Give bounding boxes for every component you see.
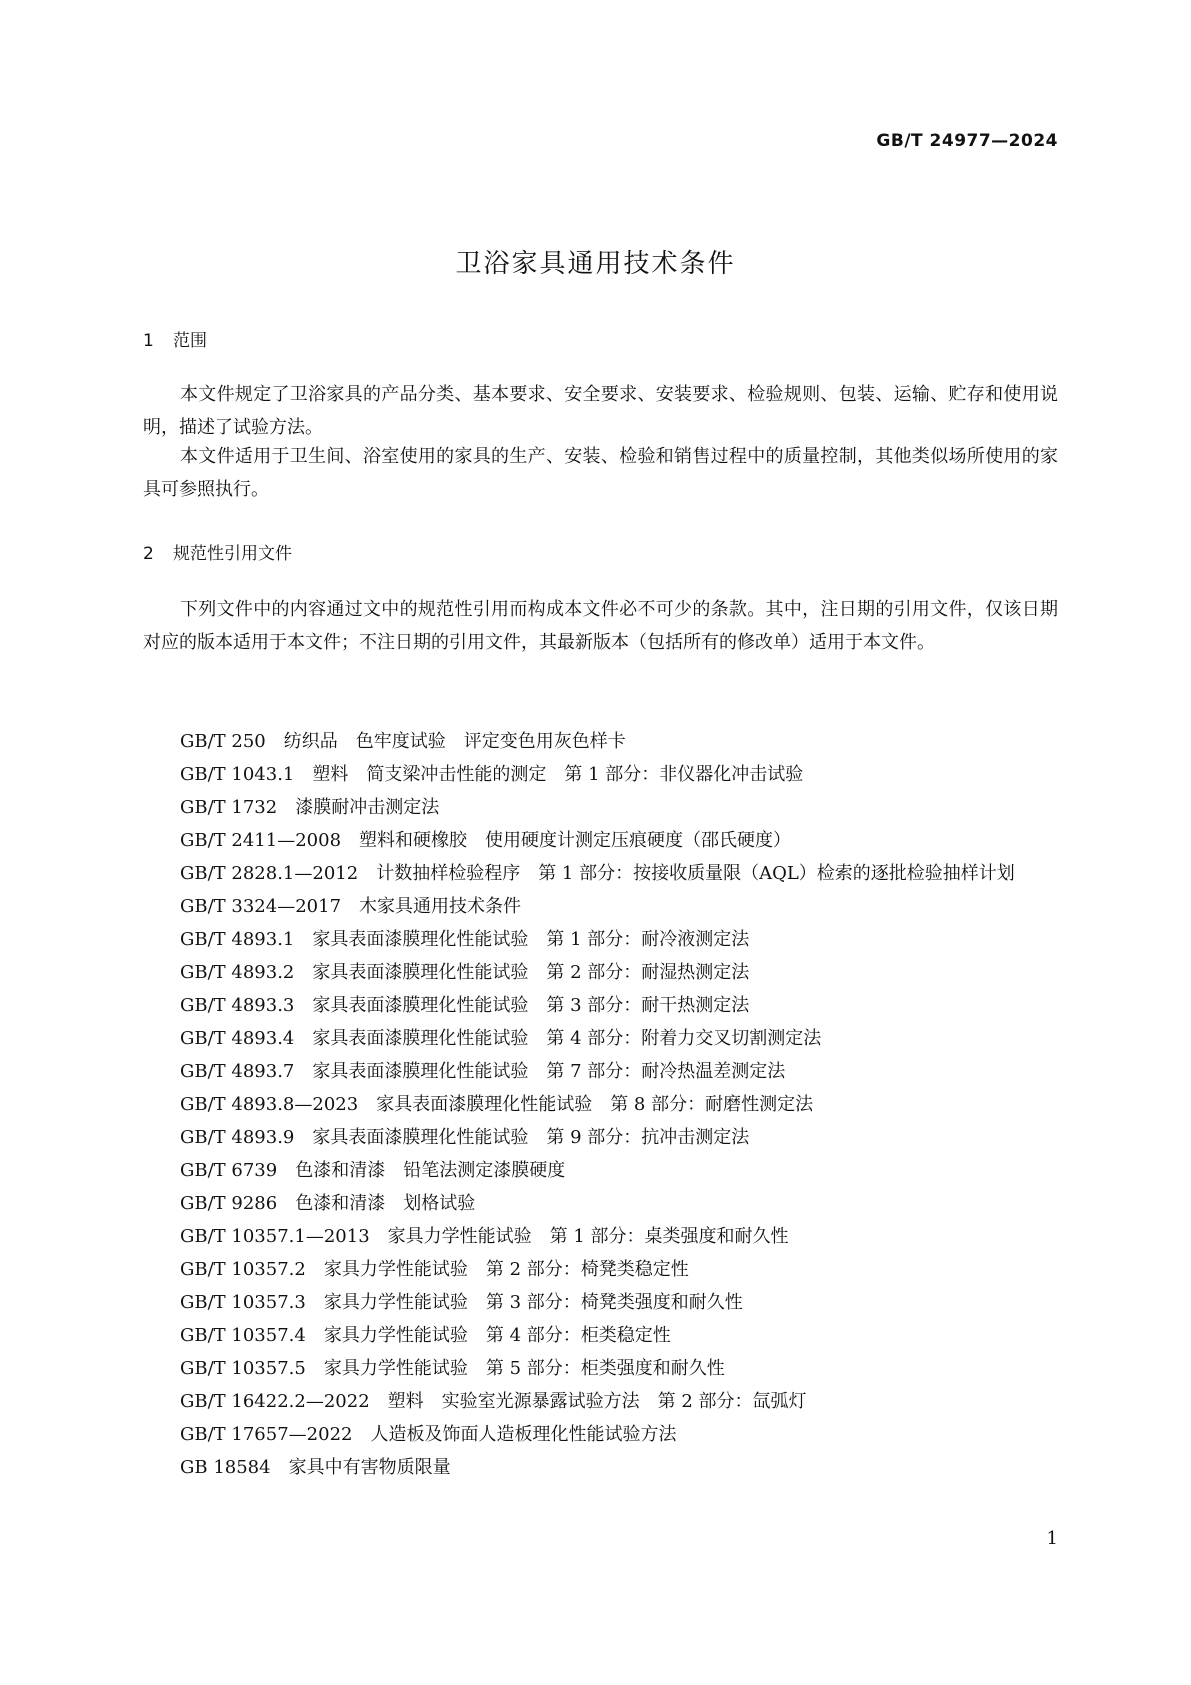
reference-item: [143, 890, 1058, 923]
reference-title: 漆膜耐冲击测定法: [295, 797, 440, 818]
reference-code: GB/T 4893.1: [180, 929, 295, 950]
reference-code: GB/T 10357.1—2013: [180, 1226, 370, 1247]
reference-title: 家具力学性能试验 第 4 部分：柜类稳定性: [323, 1325, 671, 1346]
reference-title: 家具表面漆膜理化性能试验 第 9 部分：抗冲击测定法: [312, 1127, 750, 1148]
references-intro-paragraph: 下列文件中的内容通过文中的规范性引用而构成本文件必不可少的条款。其中，注日期的引用文件，仅该日期对应的版本适用于本文件；不注日期的引用文件，其最新版本（包括所有的修改单）适用于本文件。: [143, 599, 1058, 653]
reference-item: [143, 1451, 1058, 1484]
reference-code: GB/T 4893.4: [180, 1028, 295, 1049]
reference-code: GB/T 10357.3: [180, 1292, 306, 1313]
section-heading-scope: [143, 326, 207, 351]
reference-list: [143, 725, 1058, 1484]
reference-code: GB/T 6739: [180, 1160, 278, 1181]
reference-title: 家具力学性能试验 第 2 部分：椅凳类稳定性: [323, 1259, 689, 1280]
reference-item: [143, 725, 1058, 758]
scope-paragraph-2: 本文件适用于卫生间、浴室使用的家具的生产、安装、检验和销售过程中的质量控制，其他类似场所使用的家具可参照执行。: [143, 446, 1058, 500]
reference-title: 家具表面漆膜理化性能试验 第 1 部分：耐冷液测定法: [312, 929, 750, 950]
reference-code: GB/T 1043.1: [180, 764, 295, 785]
reference-title: 塑料 实验室光源暴露试验方法 第 2 部分：氙弧灯: [387, 1391, 807, 1412]
reference-code: GB/T 9286: [180, 1193, 278, 1214]
reference-title: 家具表面漆膜理化性能试验 第 7 部分：耐冷热温差测定法: [312, 1061, 786, 1082]
reference-title: 家具表面漆膜理化性能试验 第 2 部分：耐湿热测定法: [312, 962, 750, 983]
scope-paragraph-1: 本文件规定了卫浴家具的产品分类、基本要求、安全要求、安装要求、检验规则、包装、运输、贮存和使用说明，描述了试验方法。: [143, 384, 1058, 438]
standard-code: GB/T 24977—2024: [876, 131, 1058, 151]
reference-item: [143, 956, 1058, 989]
reference-item: [143, 824, 1058, 857]
reference-item: [143, 1022, 1058, 1055]
section-number: 2: [143, 544, 154, 564]
reference-code: GB/T 2411—2008: [180, 830, 342, 851]
reference-item: [143, 1187, 1058, 1220]
reference-item: [143, 1121, 1058, 1154]
reference-item: [143, 923, 1058, 956]
reference-code: GB/T 16422.2—2022: [180, 1391, 370, 1412]
reference-title: 纺织品 色牢度试验 评定变色用灰色样卡: [283, 731, 626, 752]
reference-item: [143, 791, 1058, 824]
reference-title: 家具表面漆膜理化性能试验 第 4 部分：附着力交叉切割测定法: [312, 1028, 822, 1049]
page-number: 1: [1046, 1528, 1058, 1549]
reference-title: 计数抽样检验程序 第 1 部分：按接收质量限（AQL）检索的逐批检验抽样计划: [376, 863, 1015, 884]
reference-title: 家具表面漆膜理化性能试验 第 3 部分：耐干热测定法: [312, 995, 750, 1016]
reference-item: [143, 1154, 1058, 1187]
reference-item: [143, 1352, 1058, 1385]
document-title: 卫浴家具通用技术条件: [455, 249, 736, 279]
reference-code: GB/T 10357.4: [180, 1325, 306, 1346]
section-title: 规范性引用文件: [173, 544, 292, 564]
reference-item: [143, 1418, 1058, 1451]
reference-title: 人造板及饰面人造板理化性能试验方法: [370, 1424, 677, 1445]
reference-title: 塑料 简支梁冲击性能的测定 第 1 部分：非仪器化冲击试验: [312, 764, 804, 785]
reference-code: GB/T 4893.3: [180, 995, 295, 1016]
reference-code: GB/T 17657—2022: [180, 1424, 353, 1445]
reference-item: [143, 857, 1058, 890]
reference-code: GB/T 250: [180, 731, 266, 752]
reference-code: GB/T 4893.7: [180, 1061, 295, 1082]
reference-item: [143, 1220, 1058, 1253]
section-heading-normative-references: [143, 539, 292, 564]
reference-title: 家具力学性能试验 第 5 部分：柜类强度和耐久性: [323, 1358, 725, 1379]
reference-item: [143, 989, 1058, 1022]
section-number: 1: [143, 331, 154, 351]
reference-item: [143, 1055, 1058, 1088]
section-title: 范围: [173, 331, 207, 351]
reference-code: GB/T 10357.2: [180, 1259, 306, 1280]
reference-title: 色漆和清漆 划格试验: [295, 1193, 476, 1214]
reference-title: 家具力学性能试验 第 3 部分：椅凳类强度和耐久性: [323, 1292, 743, 1313]
reference-item: [143, 1385, 1058, 1418]
reference-title: 家具表面漆膜理化性能试验 第 8 部分：耐磨性测定法: [376, 1094, 814, 1115]
reference-code: GB/T 4893.2: [180, 962, 295, 983]
reference-code: GB/T 2828.1—2012: [180, 863, 359, 884]
reference-item: [143, 1088, 1058, 1121]
reference-item: [143, 1253, 1058, 1286]
reference-code: GB/T 3324—2017: [180, 896, 342, 917]
reference-code: GB/T 4893.9: [180, 1127, 295, 1148]
reference-title: 家具中有害物质限量: [288, 1457, 451, 1478]
reference-title: 家具力学性能试验 第 1 部分：桌类强度和耐久性: [387, 1226, 789, 1247]
reference-code: GB/T 10357.5: [180, 1358, 306, 1379]
reference-item: [143, 1319, 1058, 1352]
reference-code: GB/T 4893.8—2023: [180, 1094, 359, 1115]
reference-title: 色漆和清漆 铅笔法测定漆膜硬度: [295, 1160, 566, 1181]
reference-title: 塑料和硬橡胶 使用硬度计测定压痕硬度（邵氏硬度）: [359, 830, 792, 851]
reference-title: 木家具通用技术条件: [359, 896, 522, 917]
reference-code: GB 18584: [180, 1457, 271, 1478]
reference-code: GB/T 1732: [180, 797, 278, 818]
reference-item: [143, 758, 1058, 791]
reference-item: [143, 1286, 1058, 1319]
